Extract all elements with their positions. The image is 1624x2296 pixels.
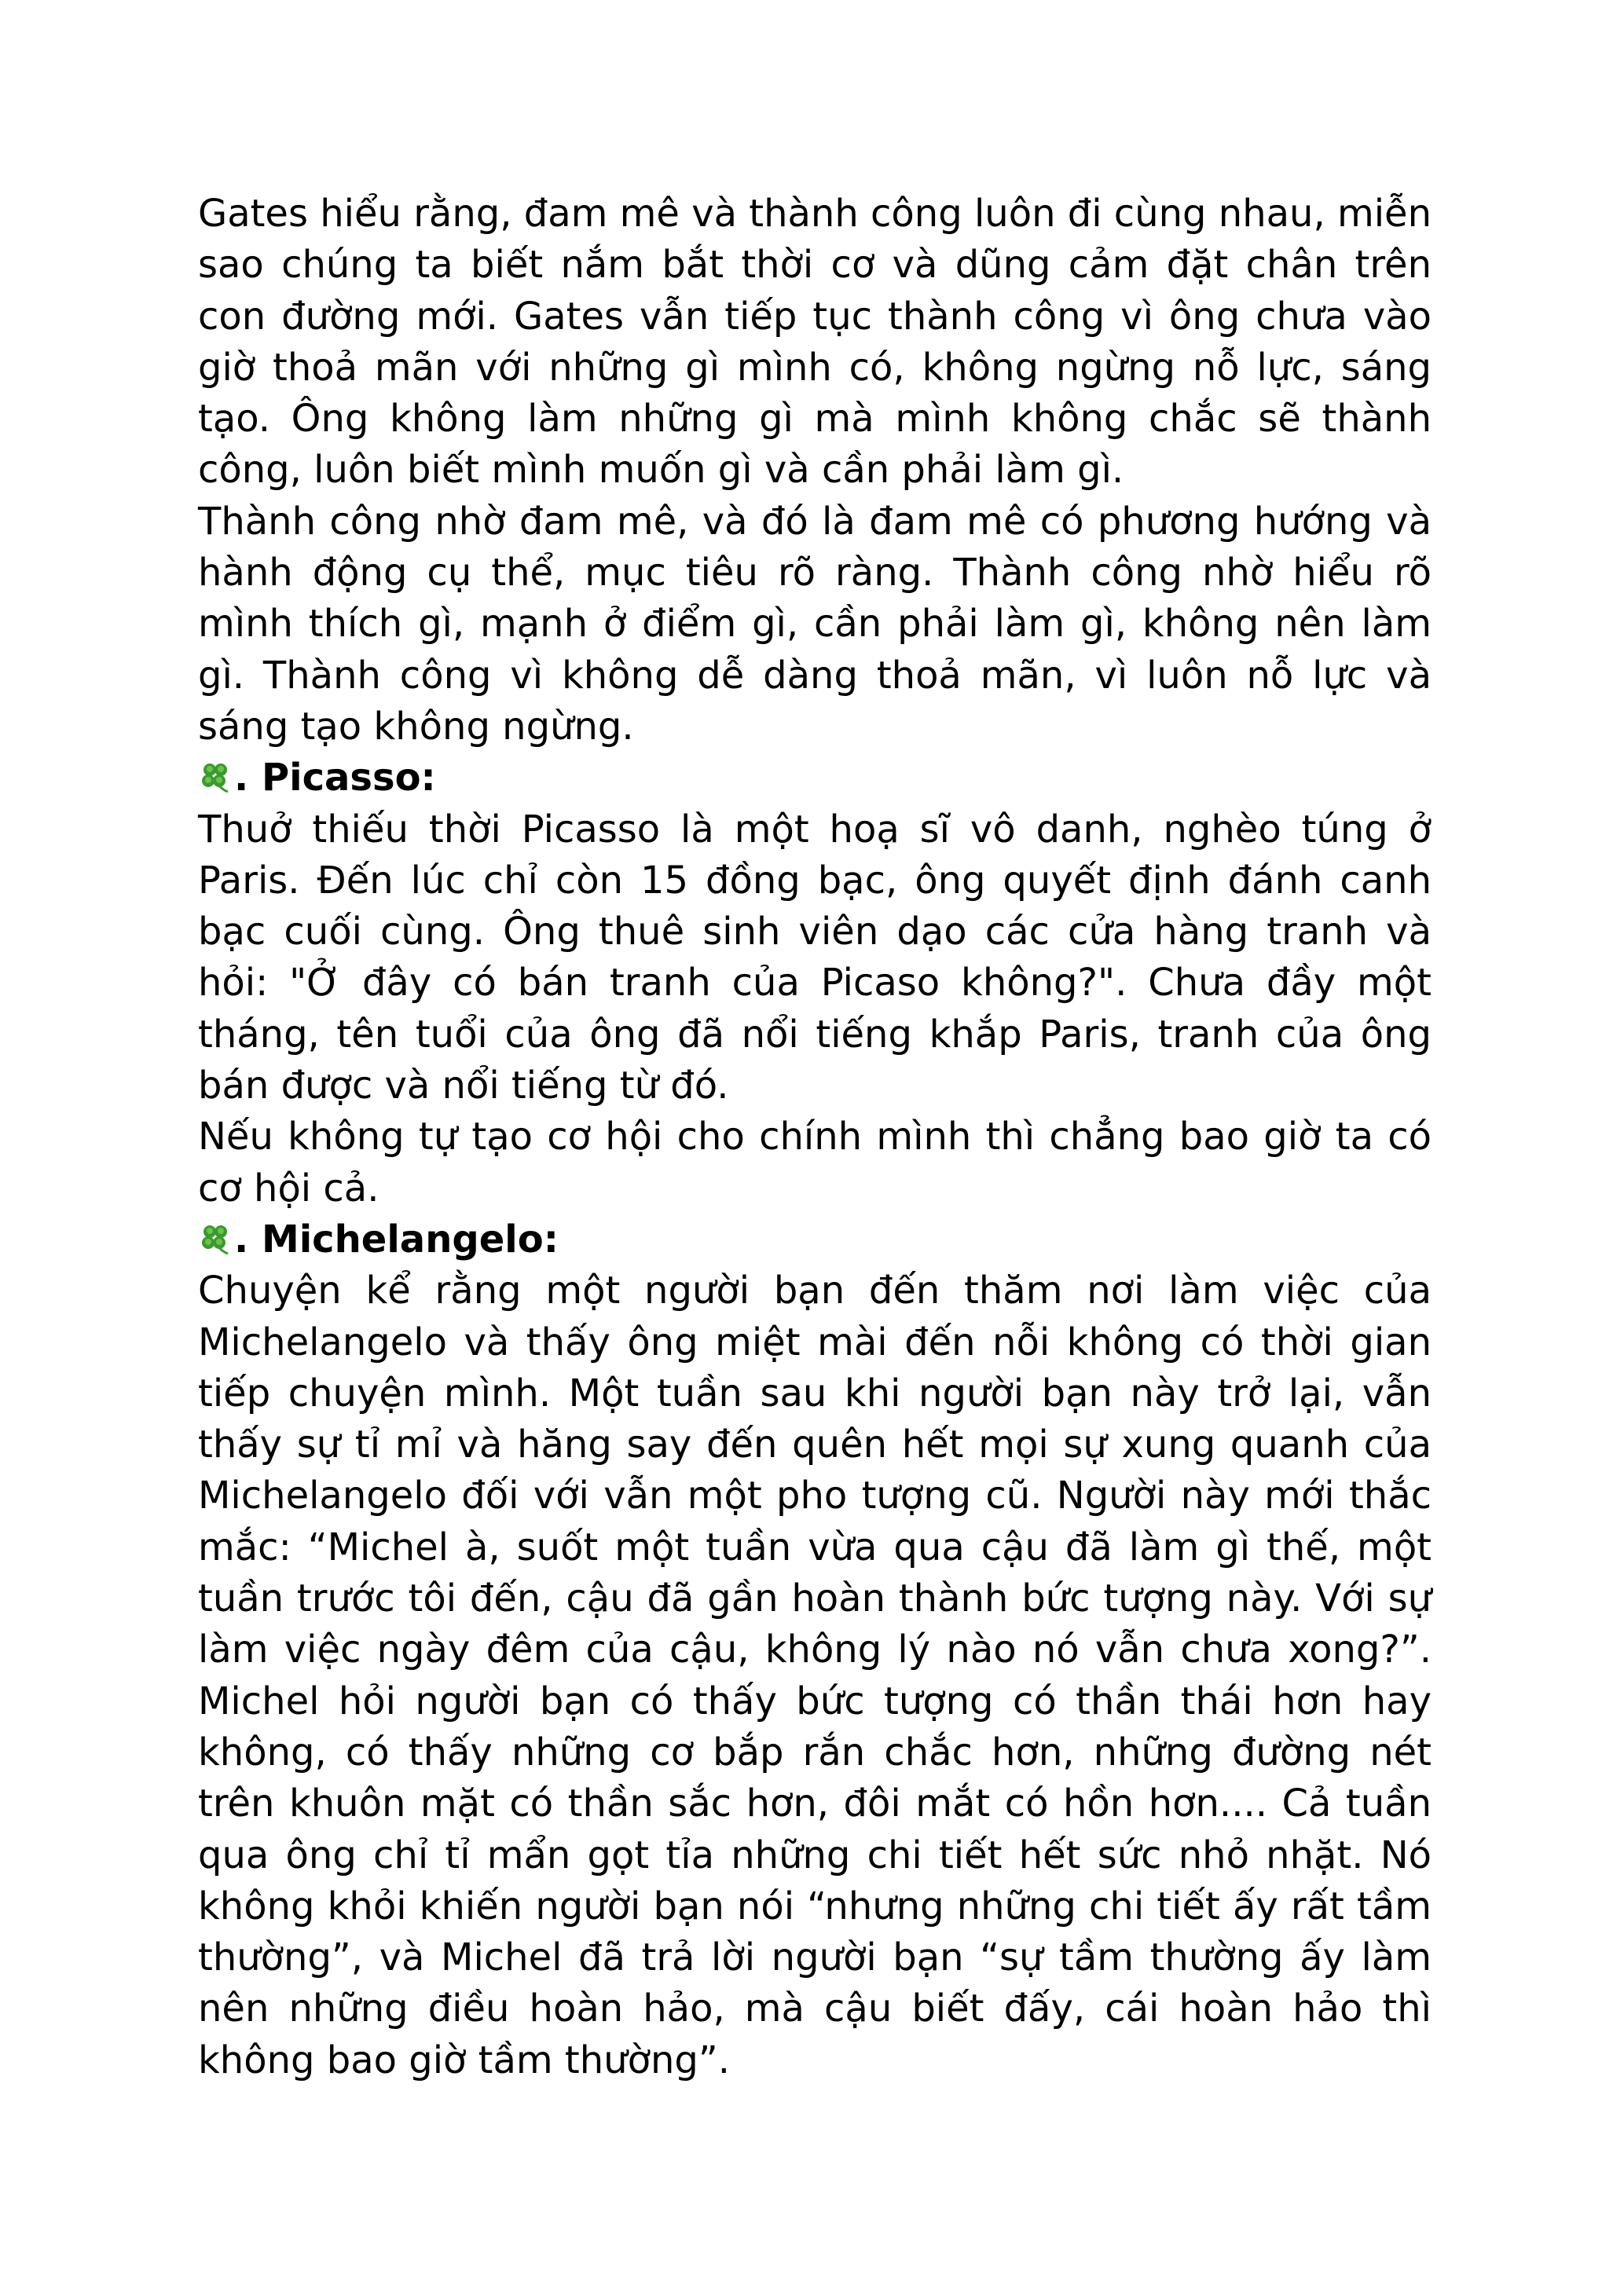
section-heading-picasso <box>198 753 1432 804</box>
section-heading-michelangelo <box>198 1214 1432 1265</box>
paragraph-michelangelo-1: Chuyện kể rằng một người bạn đến thăm nơi làm việc của Michelangelo và thấy ông miệt mài đến nỗi không có thời gian tiếp chuyện mình. Một tuần sau khi người bạn này trở lại, vẫn thấy sự tỉ mỉ và hăng say đến quên hết mọi sự xung quanh của Michelangelo đối với vẫn một pho tượng cũ. Người này mới thắc mắc: “Michel à, suốt một tuần vừa qua cậu đã làm gì thế, một tuần trước tôi đến, cậu đã gần hoàn thành bức tượng này. Với sự làm việc ngày đêm của cậu, không lý nào nó vẫn chưa xong?”. Michel hỏi người bạn có thấy bức tượng có thần thái hơn hay không, có thấy những cơ bắp rắn chắc hơn, những đường nét trên khuôn mặt có thần sắc hơn, đôi mắt có hồn hơn.... Cả tuần qua ông chỉ tỉ mẩn gọt tỉa những chi tiết hết sức nhỏ nhặt. Nó không khỏi khiến người bạn nói “nhưng những chi tiết ấy rất tầm thường”, và Michel đã trả lời người bạn “sự tầm thường ấy làm nên những điều hoàn hảo, mà cậu biết đấy, cái hoàn hảo thì không bao giờ tầm thường”. <box>198 1269 1432 2082</box>
section-heading-label: . Picasso: <box>234 756 436 800</box>
section-heading-label: . Michelangelo: <box>234 1217 559 1262</box>
paragraph-picasso-1: Thuở thiếu thời Picasso là một hoạ sĩ vô danh, nghèo túng ở Paris. Đến lúc chỉ còn 15 đồng bạc, ông quyết định đánh canh bạc cuối cùng. Ông thuê sinh viên dạo các cửa hàng tranh và hỏi: "Ở đây có bán tranh của Picaso không?". Chưa đầy một tháng, tên tuổi của ông đã nổi tiếng khắp Paris, tranh của ông bán được và nổi tiếng từ đó. <box>198 807 1432 1108</box>
clover-icon <box>198 760 233 794</box>
paragraph-picasso-2: Nếu không tự tạo cơ hội cho chính mình thì chẳng bao giờ ta có cơ hội cả. <box>198 1115 1432 1210</box>
clover-icon <box>198 1221 233 1256</box>
paragraph-gates-2: Thành công nhờ đam mê, và đó là đam mê có phương hướng và hành động cụ thể, mục tiêu rõ ràng. Thành công nhờ hiểu rõ mình thích gì, mạnh ở điểm gì, cần phải làm gì, không nên làm gì. Thành công vì không dễ dàng thoả mãn, vì luôn nỗ lực và sáng tạo không ngừng. <box>198 499 1432 749</box>
document-page <box>198 189 1432 2086</box>
paragraph-gates-1: Gates hiểu rằng, đam mê và thành công luôn đi cùng nhau, miễn sao chúng ta biết nắm bắt thời cơ và dũng cảm đặt chân trên con đường mới. Gates vẫn tiếp tục thành công vì ông chưa vào giờ thoả mãn với những gì mình có, không ngừng nỗ lực, sáng tạo. Ông không làm những gì mà mình không chắc sẽ thành công, luôn biết mình muốn gì và cần phải làm gì. <box>198 192 1432 493</box>
